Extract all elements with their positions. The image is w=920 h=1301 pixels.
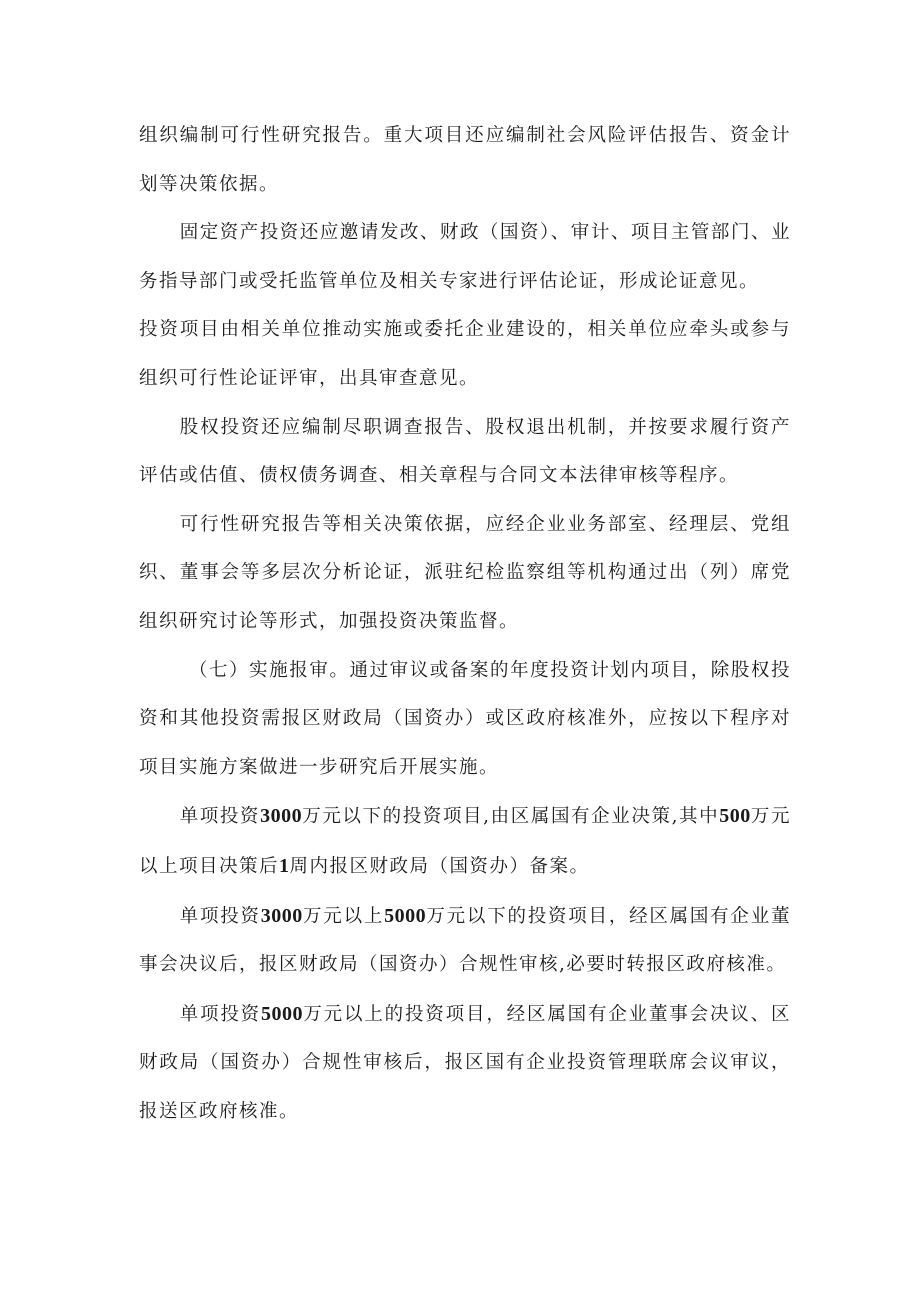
paragraph-equity-investment: 股权投资还应编制尽职调查报告、股权退出机制，并按要求履行资产评估或估值、债权债务调查、相关章程与合同文本法律审核等程序。	[139, 416, 791, 487]
p9-text-1: 单项投资	[179, 1003, 262, 1025]
p7-text-2: 万元以下的投资项目,由区属国有企业决策,其中	[302, 806, 720, 828]
p9-number-5000: 5000	[261, 1002, 304, 1025]
paragraph-fixed-asset-evaluation: 固定资产投资还应邀请发改、财政（国资）、审计、项目主管部门、业务指导部门或受托监管单位及相关专家进行评估论证，形成论证意见。	[139, 222, 791, 292]
paragraph-3000-to-5000	[139, 892, 791, 990]
paragraph-section-seven: （七）实施报审。通过审议或备案的年度投资计划内项目，除股权投资和其他投资需报区财政局（国资办）或区政府核准外，应按以下程序对项目实施方案做进一步研究后开展实施。	[139, 659, 791, 778]
p9-text-2: 万元以上的投资项目，经区属国有企业董事会决议、区财政局（国资办）合规性审核后，报区国有企业投资管理联席会议审议，报送区政府核准。	[139, 1003, 791, 1122]
p8-number-3000: 3000	[260, 904, 303, 927]
paragraph-feasibility-report: 组织编制可行性研究报告。重大项目还应编制社会风险评估报告、资金计划等决策依据。	[139, 125, 791, 195]
paragraph-decision-basis: 可行性研究报告等相关决策依据，应经企业业务部室、经理层、党组织、董事会等多层次分析论证，派驻纪检监察组等机构通过出（列）席党组织研究讨论等形式，加强投资决策监督。	[139, 513, 791, 632]
paragraph-above-5000	[139, 990, 791, 1137]
p8-text-2: 万元以上	[302, 905, 385, 927]
document-body	[139, 112, 791, 1136]
p7-text-4: 周内报区财政局（国资办）备案。	[289, 855, 590, 877]
p8-text-1: 单项投资	[179, 905, 261, 927]
p7-text-3: 万元以上项目决策后	[139, 806, 791, 877]
p8-text-3: 万元以下的投资项目，经区属国有企业董事会决议后，报区财政局（国资办）合规性审核,必要时转报区政府核准。	[139, 905, 791, 976]
paragraph-below-3000	[139, 792, 791, 891]
p7-number-3000: 3000	[260, 805, 303, 828]
p8-number-5000: 5000	[384, 904, 427, 927]
p7-number-500: 500	[719, 805, 751, 828]
paragraph-entrusted-projects: 投资项目由相关单位推动实施或委托企业建设的，相关单位应牵头或参与组织可行性论证评审，出具审查意见。	[139, 319, 791, 389]
p7-text-1: 单项投资	[179, 806, 261, 828]
p7-number-1: 1	[279, 854, 290, 877]
